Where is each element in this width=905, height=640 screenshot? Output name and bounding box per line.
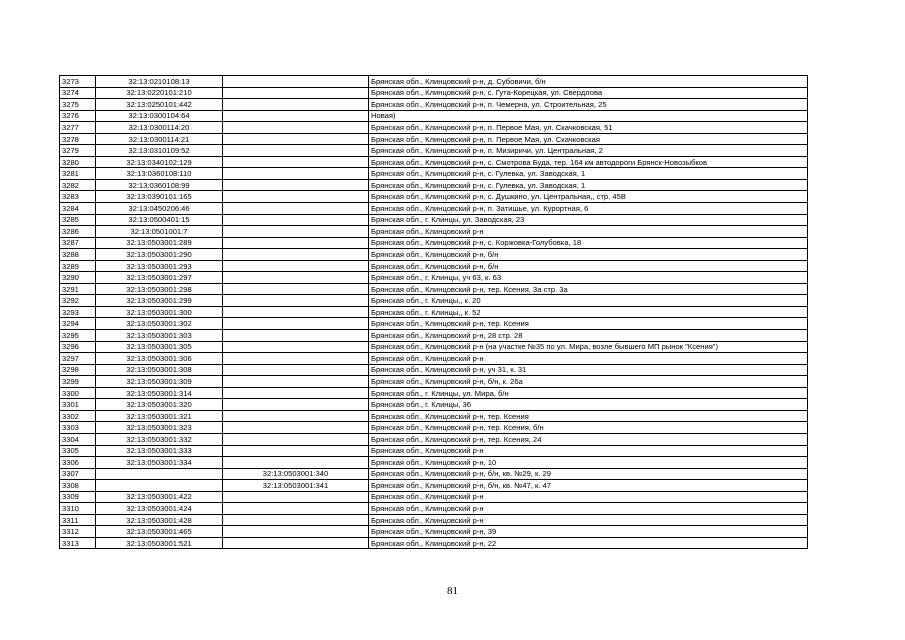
row-number: 3296 <box>60 341 96 353</box>
cadastral-number: 32:13:0360108:110 <box>96 168 223 180</box>
row-number: 3285 <box>60 214 96 226</box>
cadastral-number: 32:13:0503001:428 <box>96 514 223 526</box>
row-number: 3292 <box>60 295 96 307</box>
cadastral-number-alt <box>223 272 369 284</box>
cadastral-number-alt <box>223 376 369 388</box>
cadastral-number: 32:13:0210108:13 <box>96 76 223 88</box>
row-number: 3305 <box>60 445 96 457</box>
cadastral-number-alt <box>223 156 369 168</box>
address: Брянская обл., Клинцовский р-н, п. Первое Мая, ул. Скачковская <box>369 133 808 145</box>
address: Брянская обл., Клинцовский р-н <box>369 491 808 503</box>
row-number: 3308 <box>60 480 96 492</box>
cadastral-number-alt <box>223 445 369 457</box>
address: Брянская обл., Клинцовский р-н, с. Гута-Корецкая, ул. Свердлова <box>369 87 808 99</box>
cadastral-number-alt <box>223 526 369 538</box>
cadastral-number <box>96 480 223 492</box>
row-number: 3309 <box>60 491 96 503</box>
address: Брянская обл., Клинцовский р-н, б/н, к. 26а <box>369 376 808 388</box>
cadastral-number-alt <box>223 122 369 134</box>
table-row <box>60 445 808 457</box>
cadastral-number-alt <box>223 387 369 399</box>
row-number: 3279 <box>60 145 96 157</box>
table-row <box>60 433 808 445</box>
cadastral-number-alt <box>223 295 369 307</box>
address: Брянская обл., Клинцовский р-н, б/н, кв. №47, к. 47 <box>369 480 808 492</box>
row-number: 3311 <box>60 514 96 526</box>
row-number: 3295 <box>60 330 96 342</box>
row-number: 3278 <box>60 133 96 145</box>
table-body <box>60 76 808 549</box>
table-row <box>60 491 808 503</box>
address: Брянская обл., Клинцовский р-н, 22 <box>369 537 808 549</box>
row-number: 3301 <box>60 399 96 411</box>
table-row <box>60 133 808 145</box>
row-number: 3273 <box>60 76 96 88</box>
row-number: 3299 <box>60 376 96 388</box>
table-row <box>60 99 808 111</box>
table-row <box>60 376 808 388</box>
cadastral-number: 32:13:0250101:442 <box>96 99 223 111</box>
cadastral-number: 32:13:0310109:52 <box>96 145 223 157</box>
row-number: 3304 <box>60 433 96 445</box>
cadastral-number-alt <box>223 330 369 342</box>
cadastral-number-alt <box>223 422 369 434</box>
table-row <box>60 226 808 238</box>
cadastral-number: 32:13:0503001:334 <box>96 457 223 469</box>
address: Новая) <box>369 110 808 122</box>
cadastral-number: 32:13:0503001:306 <box>96 353 223 365</box>
address: Брянская обл., Клинцовский р-н, п. Затишье, ул. Курортная, 6 <box>369 203 808 215</box>
table-row <box>60 503 808 515</box>
cadastral-number: 32:13:0503001:299 <box>96 295 223 307</box>
cadastral-number-alt <box>223 260 369 272</box>
address: Брянская обл., Клинцовский р-н, тер. Ксения <box>369 318 808 330</box>
cadastral-number: 32:13:0360108:99 <box>96 179 223 191</box>
cadastral-number: 32:13:0300114:20 <box>96 122 223 134</box>
table-row <box>60 179 808 191</box>
cadastral-number-alt <box>223 514 369 526</box>
cadastral-number-alt <box>223 191 369 203</box>
cadastral-number: 32:13:0503001:297 <box>96 272 223 284</box>
row-number: 3280 <box>60 156 96 168</box>
row-number: 3289 <box>60 260 96 272</box>
cadastral-number: 32:13:0503001:323 <box>96 422 223 434</box>
table-row <box>60 537 808 549</box>
cadastral-number-alt <box>223 457 369 469</box>
table-row <box>60 318 808 330</box>
table-row <box>60 364 808 376</box>
row-number: 3287 <box>60 237 96 249</box>
table-row <box>60 191 808 203</box>
address: Брянская обл., Клинцовский р-н, п. Первое Мая, ул. Скачковская, 51 <box>369 122 808 134</box>
row-number: 3300 <box>60 387 96 399</box>
cadastral-number: 32:13:0503001:308 <box>96 364 223 376</box>
row-number: 3286 <box>60 226 96 238</box>
cadastral-number-alt <box>223 306 369 318</box>
cadastral-number: 32:13:0503001:424 <box>96 503 223 515</box>
address: Брянская обл., Клинцовский р-н, с. Душкино, ул. Центральная,, стр. 45В <box>369 191 808 203</box>
address: Брянская обл., Клинцовский р-н, тер. Ксения, 3а стр. 3а <box>369 283 808 295</box>
cadastral-number-alt <box>223 399 369 411</box>
cadastral-number-alt <box>223 503 369 515</box>
address: Брянская обл., Клинцовский р-н, 10 <box>369 457 808 469</box>
cadastral-number-alt <box>223 283 369 295</box>
table-row <box>60 526 808 538</box>
cadastral-number: 32:13:0503001:302 <box>96 318 223 330</box>
cadastral-number: 32:13:0503001:422 <box>96 491 223 503</box>
cadastral-number-alt <box>223 214 369 226</box>
table-row <box>60 272 808 284</box>
row-number: 3276 <box>60 110 96 122</box>
cadastral-number <box>96 468 223 480</box>
cadastral-number: 32:13:0503001:314 <box>96 387 223 399</box>
cadastral-number: 32:13:0503001:333 <box>96 445 223 457</box>
cadastral-number-alt <box>223 133 369 145</box>
cadastral-number: 32:13:0503001:289 <box>96 237 223 249</box>
address: Брянская обл., Клинцовский р-н <box>369 514 808 526</box>
cadastral-number-alt <box>223 87 369 99</box>
cadastral-number: 32:13:0503001:298 <box>96 283 223 295</box>
address: Брянская обл., Клинцовский р-н, б/н <box>369 249 808 261</box>
table-row <box>60 110 808 122</box>
table-row <box>60 306 808 318</box>
row-number: 3274 <box>60 87 96 99</box>
address: Брянская обл., Клинцовский р-н, 28 стр. 28 <box>369 330 808 342</box>
cadastral-number: 32:13:0300114:21 <box>96 133 223 145</box>
cadastral-number-alt: 32:13:0503001:340 <box>223 468 369 480</box>
table-row <box>60 341 808 353</box>
cadastral-number: 32:13:0503001:465 <box>96 526 223 538</box>
address: Брянская обл., г. Клинцы,, к. 20 <box>369 295 808 307</box>
table-row <box>60 480 808 492</box>
address: Брянская обл., Клинцовский р-н, б/н <box>369 260 808 272</box>
table-row <box>60 168 808 180</box>
cadastral-number-alt <box>223 76 369 88</box>
cadastral-number-alt <box>223 537 369 549</box>
cadastral-number: 32:13:0300104:64 <box>96 110 223 122</box>
row-number: 3288 <box>60 249 96 261</box>
cadastral-number-alt <box>223 99 369 111</box>
cadastral-number: 32:13:0390101:165 <box>96 191 223 203</box>
row-number: 3313 <box>60 537 96 549</box>
row-number: 3302 <box>60 410 96 422</box>
address: Брянская обл., Клинцовский р-н, уч 31, к. 31 <box>369 364 808 376</box>
row-number: 3310 <box>60 503 96 515</box>
table-row <box>60 410 808 422</box>
cadastral-number: 32:13:0503001:290 <box>96 249 223 261</box>
table-row <box>60 295 808 307</box>
row-number: 3283 <box>60 191 96 203</box>
row-number: 3294 <box>60 318 96 330</box>
row-number: 3277 <box>60 122 96 134</box>
cadastral-number: 32:13:0340102:129 <box>96 156 223 168</box>
row-number: 3312 <box>60 526 96 538</box>
address: Брянская обл., Клинцовский р-н, тер. Ксения, б/н <box>369 422 808 434</box>
cadastral-number: 32:13:0503001:293 <box>96 260 223 272</box>
address: Брянская обл., Клинцовский р-н, п. Чемерна, ул. Строительная, 25 <box>369 99 808 111</box>
table-row <box>60 387 808 399</box>
address: Брянская обл., г. Клинцы, 36 <box>369 399 808 411</box>
cadastral-number: 32:13:0503001:309 <box>96 376 223 388</box>
row-number: 3307 <box>60 468 96 480</box>
cadastral-number-alt <box>223 353 369 365</box>
cadastral-number-alt <box>223 110 369 122</box>
cadastral-number: 32:13:0501001:7 <box>96 226 223 238</box>
row-number: 3306 <box>60 457 96 469</box>
cadastral-number-alt <box>223 179 369 191</box>
table-row <box>60 237 808 249</box>
address: Брянская обл., Клинцовский р-н, с. Гулевка, ул. Заводская, 1 <box>369 168 808 180</box>
table-row <box>60 145 808 157</box>
cadastral-number: 32:13:0503001:303 <box>96 330 223 342</box>
cadastral-number-alt <box>223 168 369 180</box>
cadastral-number: 32:13:0503001:305 <box>96 341 223 353</box>
address: Брянская обл., Клинцовский р-н (на участке №35 по ул. Мира, возле бывшего МП рынок "Ксения") <box>369 341 808 353</box>
cadastral-number-alt <box>223 226 369 238</box>
row-number: 3275 <box>60 99 96 111</box>
table-row <box>60 249 808 261</box>
cadastral-number: 32:13:0503001:300 <box>96 306 223 318</box>
address: Брянская обл., г. Клинцы, ул. Заводская, 23 <box>369 214 808 226</box>
table-row <box>60 260 808 272</box>
table-row <box>60 514 808 526</box>
cadastral-number-alt <box>223 318 369 330</box>
address: Брянская обл., Клинцовский р-н, тер. Ксения <box>369 410 808 422</box>
cadastral-number-alt <box>223 364 369 376</box>
table-row <box>60 330 808 342</box>
table-row <box>60 353 808 365</box>
address: Брянская обл., Клинцовский р-н <box>369 226 808 238</box>
row-number: 3282 <box>60 179 96 191</box>
cadastral-number: 32:13:0503001:521 <box>96 537 223 549</box>
row-number: 3291 <box>60 283 96 295</box>
table-row <box>60 457 808 469</box>
cadastral-number: 32:13:0503001:321 <box>96 410 223 422</box>
cadastral-number-alt <box>223 341 369 353</box>
row-number: 3284 <box>60 203 96 215</box>
page-number: 81 <box>447 585 458 597</box>
address: Брянская обл., Клинцовский р-н, с. Гулевка, ул. Заводская, 1 <box>369 179 808 191</box>
table-row <box>60 87 808 99</box>
cadastral-number-alt <box>223 237 369 249</box>
address: Брянская обл., г. Клинцы,, к. 52 <box>369 306 808 318</box>
address: Брянская обл., Клинцовский р-н, п. Мизиричи, ул. Центральная, 2 <box>369 145 808 157</box>
property-table <box>59 75 808 549</box>
row-number: 3290 <box>60 272 96 284</box>
table-row <box>60 214 808 226</box>
address: Брянская обл., г. Клинцы, ул. Мира, б/н <box>369 387 808 399</box>
cadastral-number: 32:13:0503001:332 <box>96 433 223 445</box>
table-row <box>60 283 808 295</box>
cadastral-number-alt <box>223 491 369 503</box>
address: Брянская обл., Клинцовский р-н, 39 <box>369 526 808 538</box>
cadastral-number: 32:13:0500401:15 <box>96 214 223 226</box>
address: Брянская обл., Клинцовский р-н <box>369 353 808 365</box>
cadastral-number-alt <box>223 410 369 422</box>
cadastral-number-alt <box>223 203 369 215</box>
cadastral-number-alt <box>223 145 369 157</box>
address: Брянская обл., Клинцовский р-н <box>369 503 808 515</box>
cadastral-number: 32:13:0503001:320 <box>96 399 223 411</box>
row-number: 3281 <box>60 168 96 180</box>
address: Брянская обл., Клинцовский р-н, б/н, кв. №29, к. 29 <box>369 468 808 480</box>
table-row <box>60 156 808 168</box>
table-row <box>60 122 808 134</box>
table-row <box>60 399 808 411</box>
cadastral-number-alt <box>223 433 369 445</box>
table-row <box>60 422 808 434</box>
table-row <box>60 203 808 215</box>
cadastral-number: 32:13:0450206:46 <box>96 203 223 215</box>
address: Брянская обл., Клинцовский р-н, с. Коржовка-Голубовка, 18 <box>369 237 808 249</box>
cadastral-number-alt <box>223 249 369 261</box>
row-number: 3297 <box>60 353 96 365</box>
address: Брянская обл., Клинцовский р-н, с. Смотрова Буда, тер. 164 км автодороги Брянск-Новозыбков <box>369 156 808 168</box>
table-row <box>60 468 808 480</box>
address: Брянская обл., г. Клинцы, уч 63, к. 63 <box>369 272 808 284</box>
table-row <box>60 76 808 88</box>
address: Брянская обл., Клинцовский р-н <box>369 445 808 457</box>
row-number: 3298 <box>60 364 96 376</box>
row-number: 3293 <box>60 306 96 318</box>
address: Брянская обл., Клинцовский р-н, тер. Ксения, 24 <box>369 433 808 445</box>
address: Брянская обл., Клинцовский р-н, д. Субовичи, б/н <box>369 76 808 88</box>
row-number: 3303 <box>60 422 96 434</box>
cadastral-number-alt: 32:13:0503001:341 <box>223 480 369 492</box>
cadastral-number: 32:13:0220101:210 <box>96 87 223 99</box>
